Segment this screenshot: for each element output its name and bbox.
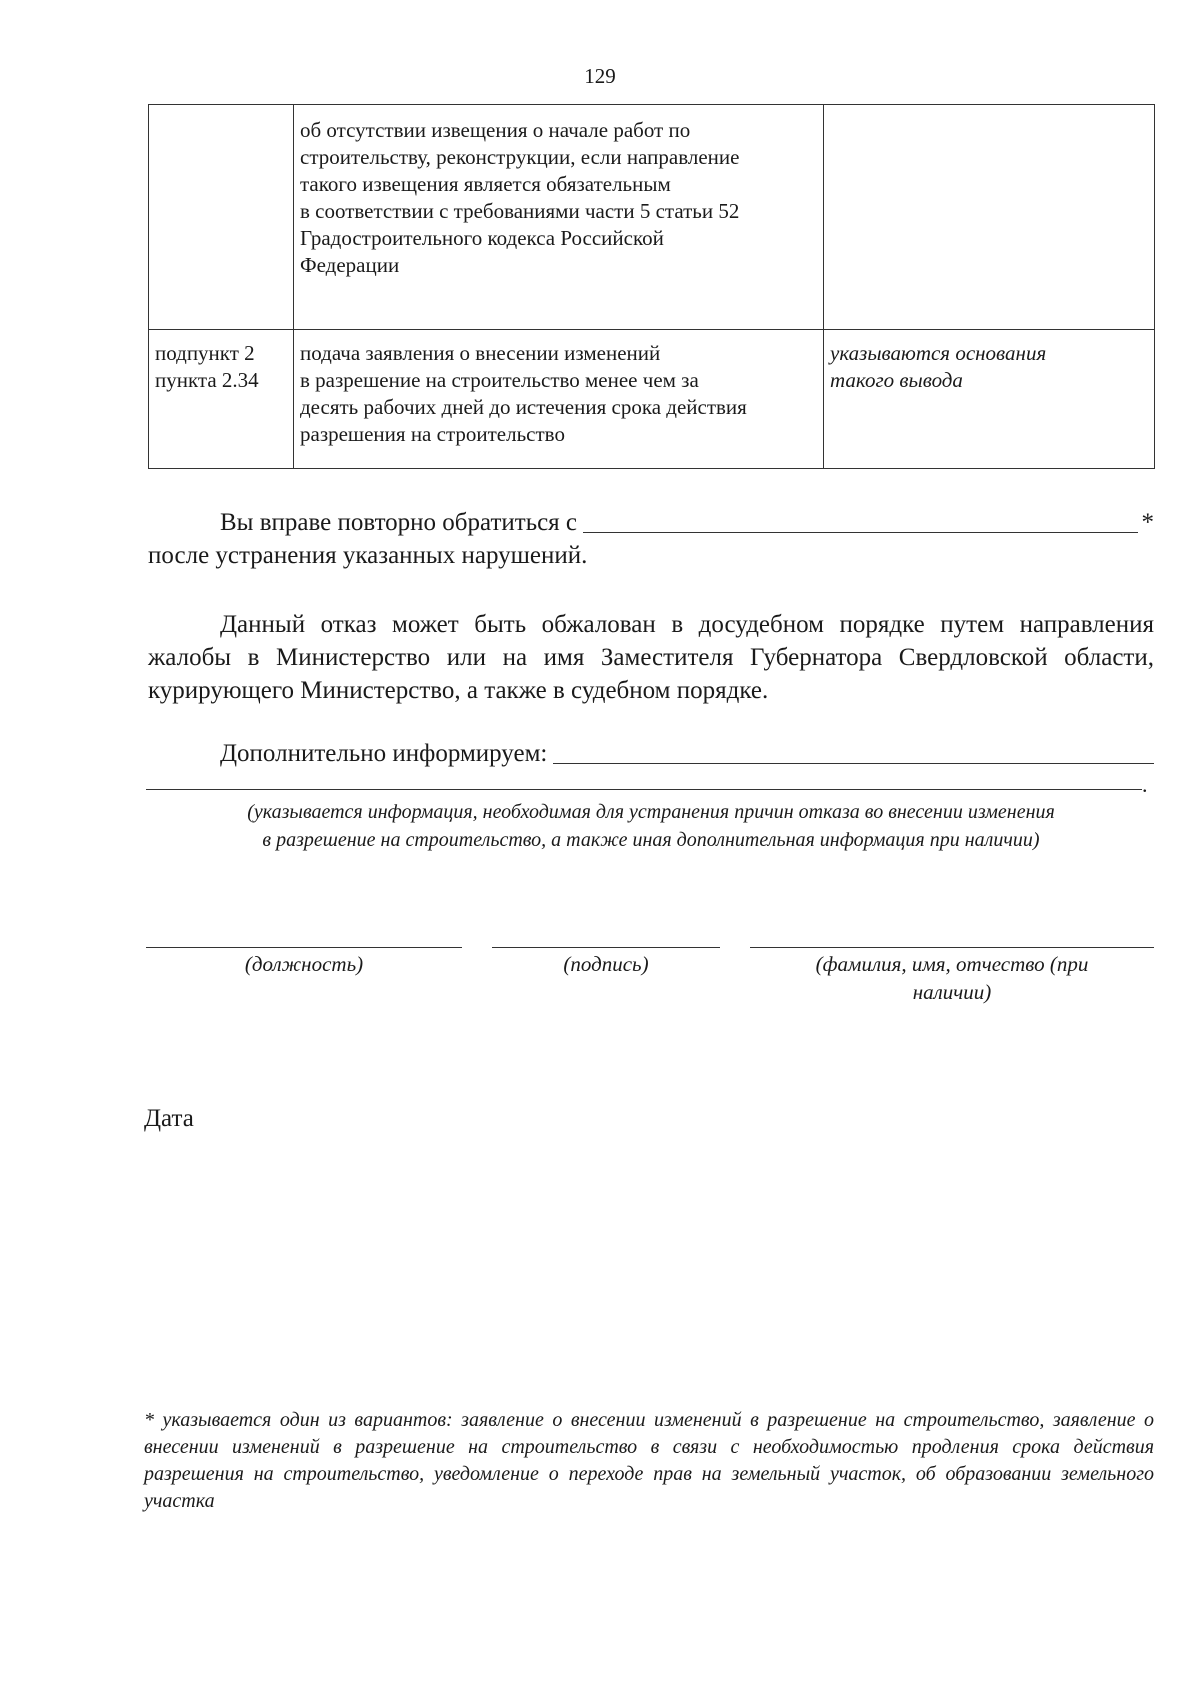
table-cell-line: разрешения на строительство [300,422,565,446]
table-cell-line: пункта 2.34 [155,368,259,392]
table-cell-line: строительству, реконструкции, если направление [300,145,740,169]
table-cell-line: такого извещения является обязательным [300,172,671,196]
table-cell-line: указываются основания [830,341,1047,365]
table-cell-note [824,330,1155,469]
table-cell-line: в разрешение на строительство менее чем за [300,368,699,392]
table-cell-line: об отсутствии извещения о начале работ по [300,118,691,142]
table-cell-ground [294,330,824,469]
repeat-application-line-2: после устранения указанных нарушений. [148,542,588,569]
additional-info-blank-line [146,789,1142,790]
full-name-label [750,950,1154,1006]
hint-line: в разрешение на строительство, а также иная дополнительная информация при наличии) [262,829,1040,851]
repeat-application-paragraph [148,506,1154,572]
table-cell-line: десять рабочих дней до истечения срока действия [300,395,747,419]
hint-line: (указывается информация, необходимая для устранения причин отказа во внесении изменения [247,801,1055,823]
repeat-application-prefix: Вы вправе повторно обратиться с [220,509,578,536]
full-name-label-line: наличии) [912,980,992,1004]
table-cell-line: в соответствии с требованиями части 5 статьи 52 [300,199,740,223]
table-cell-line: такого вывода [830,368,963,392]
table-row [149,330,1155,469]
table-cell-line: Градостроительного кодекса Российской [300,226,664,250]
table-cell-ground [294,105,824,330]
position-blank [146,947,462,948]
table-cell-line: подача заявления о внесении изменений [300,341,661,365]
table-cell-ref [149,105,294,330]
signature-label: (подпись) [563,952,649,976]
position-label: (должность) [244,952,364,976]
additional-info-hint [148,798,1154,854]
table-cell-line: Федерации [300,253,400,277]
page-number: 129 [584,64,616,88]
additional-info-label: Дополнительно информируем: [220,740,548,767]
additional-info-line [148,737,1154,770]
table-row [149,105,1155,330]
additional-info-paragraph [148,737,1154,770]
appeal-paragraph: Данный отказ может быть обжалован в досудебном порядке путем направления жалобы в Министерство или на имя Заместителя Губернатора Свердловской области, курирующего Министерство, а также в судебном порядке. [148,611,1154,704]
table-cell-line: подпункт 2 [155,341,255,365]
table-cell-ref [149,330,294,469]
full-name-label-line: (фамилия, имя, отчество (при [815,952,1089,976]
grounds-table [148,104,1155,469]
application-type-blank [583,508,1137,533]
full-name-blank [750,947,1154,948]
signature-blank [492,947,720,948]
date-label: Дата [144,1105,194,1132]
footnote: * указывается один из вариантов: заявление о внесении изменений в разрешение на строительство, заявление о внесении изменений в разрешение на строительство в связи с необходимостью продления срока действия разрешения на строительство, уведомление о переходе прав на земельный участок, об образовании земельного участка [144,1409,1154,1512]
table-cell-note [824,105,1155,330]
additional-info-end-mark: . [1142,772,1148,797]
additional-info-blank [553,739,1154,764]
repeat-application-line [148,506,1154,539]
footnote-asterisk: * [1141,509,1154,536]
